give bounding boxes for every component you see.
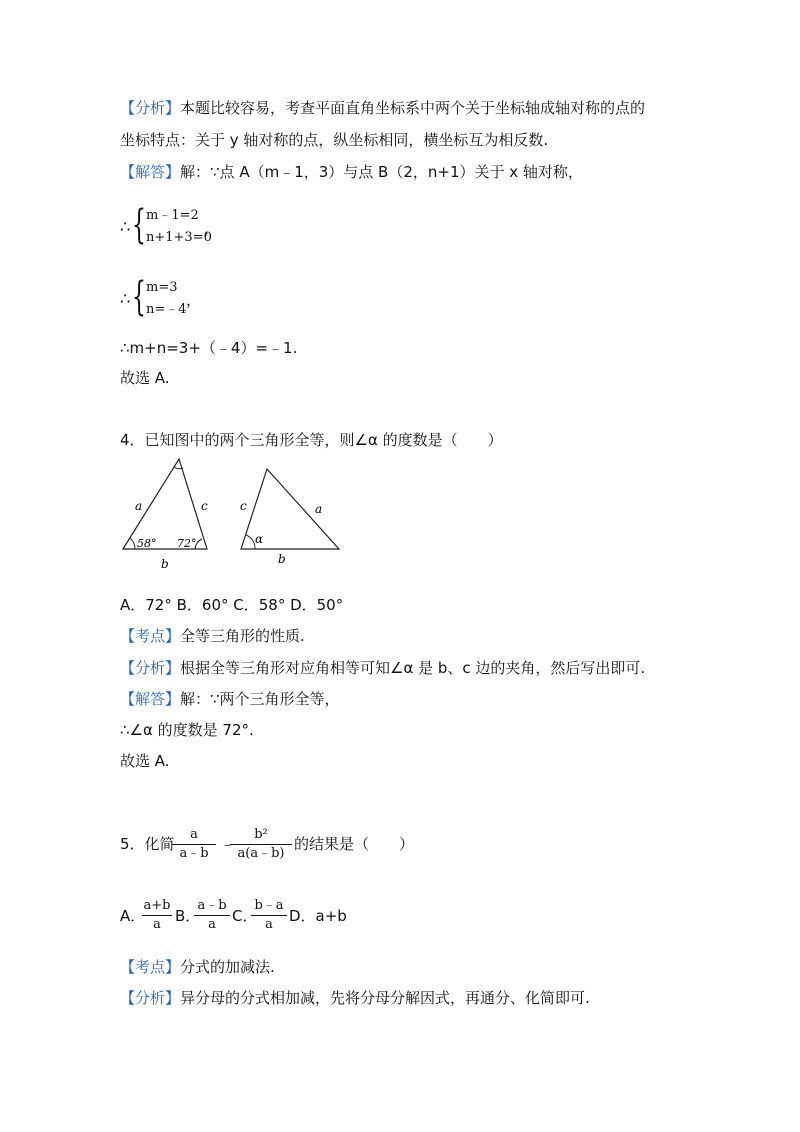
left-brace: { xyxy=(132,274,146,320)
q4-kaodian xyxy=(120,626,305,646)
q3-equation-system-1 xyxy=(120,202,240,251)
comma: ， xyxy=(186,291,202,309)
q3-answer-line1 xyxy=(120,162,583,182)
fraction-1-denominator: a﹣b xyxy=(179,846,209,861)
q5-option-d: D．a+b xyxy=(289,907,347,925)
answer-tag: 【解答】 xyxy=(120,163,181,181)
therefore-symbol: ∴ xyxy=(120,289,131,308)
system2-equation-2: n=﹣4 xyxy=(146,302,187,317)
option-c-numerator: b﹣a xyxy=(254,898,284,913)
q5-minus: ﹣ xyxy=(220,835,236,853)
analysis-tag: 【分析】 xyxy=(120,989,181,1007)
q3-answer-text: 解：∵点 A（m﹣1，3）与点 B（2，n+1）关于 x 轴对称， xyxy=(180,163,583,181)
q5-analysis-text: 异分母的分式相加减，先将分母分解因式，再通分、化简即可. xyxy=(180,989,590,1007)
t1-angle-72: 72° xyxy=(177,537,197,550)
q5-option-c-label: C． xyxy=(232,907,258,925)
system1-equation-1: m﹣1=2 xyxy=(146,208,199,223)
q5-prefix: 5．化简 xyxy=(120,835,175,853)
triangle-1-angle-arc-left xyxy=(130,538,135,549)
analysis-tag: 【分析】 xyxy=(120,659,181,677)
fraction-2-numerator: b² xyxy=(254,827,268,842)
q5-option-a-fraction xyxy=(142,897,172,934)
option-a-numerator: a+b xyxy=(143,898,171,913)
q3-analysis-text: 本题比较容易，考查平面直角坐标系中两个关于坐标轴成轴对称的点的 xyxy=(180,99,646,117)
q4-analysis xyxy=(120,658,645,678)
q4-choice: 故选 A. xyxy=(120,752,170,770)
option-c-denominator: a xyxy=(265,917,273,932)
q4-triangles-figure xyxy=(115,455,350,575)
comma: ， xyxy=(204,219,220,237)
q5-kaodian-text: 分式的加减法. xyxy=(180,958,275,976)
q5-option-a-label: A． xyxy=(120,907,146,925)
system1-equation-2: n+1+3=0 xyxy=(146,230,212,245)
q5-fraction-1 xyxy=(172,826,216,863)
kaodian-tag: 【考点】 xyxy=(120,627,181,645)
t1-angle-58: 58° xyxy=(137,537,157,550)
q3-analysis-line2: 坐标特点：关于 y 轴对称的点，纵坐标相同，横坐标互为相反数. xyxy=(120,131,549,149)
fraction-2-denominator: a(a﹣b) xyxy=(237,846,285,861)
t1-side-c: c xyxy=(201,499,208,513)
option-b-numerator: a﹣b xyxy=(197,898,227,913)
answer-tag: 【解答】 xyxy=(120,690,181,708)
option-b-denominator: a xyxy=(208,917,216,932)
analysis-tag: 【分析】 xyxy=(120,99,181,117)
option-a-denominator: a xyxy=(153,917,161,932)
q3-choice: 故选 A. xyxy=(120,369,170,387)
t1-side-a: a xyxy=(135,499,143,513)
q5-fraction-2 xyxy=(230,826,292,863)
t1-side-b: b xyxy=(161,557,169,571)
system2-equation-1: m=3 xyxy=(146,280,178,295)
q5-option-c-fraction xyxy=(251,897,287,934)
q3-equation-system-2 xyxy=(120,274,240,323)
t2-side-b: b xyxy=(278,552,286,566)
q4-answer-line1 xyxy=(120,689,340,709)
q5-option-b-label: B． xyxy=(175,907,201,925)
q4-answer-text: 解：∵两个三角形全等， xyxy=(180,690,340,708)
q4-kaodian-text: 全等三角形的性质. xyxy=(180,627,305,645)
t2-side-a: a xyxy=(315,502,323,516)
q5-analysis xyxy=(120,988,590,1008)
t2-side-c: c xyxy=(240,499,247,513)
triangle-2-angle-arc xyxy=(246,535,255,549)
q4-question: 4．已知图中的两个三角形全等，则∠α 的度数是（ ） xyxy=(120,431,503,449)
q4-analysis-text: 根据全等三角形对应角相等可知∠α 是 b、c 边的夹角，然后写出即可. xyxy=(180,659,646,677)
fraction-1-numerator: a xyxy=(190,827,198,842)
q5-suffix: 的结果是（ ） xyxy=(294,835,415,853)
q5-kaodian xyxy=(120,957,275,977)
q5-option-b-fraction xyxy=(194,897,230,934)
therefore-symbol: ∴ xyxy=(120,217,131,236)
left-brace: { xyxy=(132,202,146,248)
q3-analysis-line1 xyxy=(120,98,645,118)
q4-options: A．72° B．60° C．58° D．50° xyxy=(120,596,344,614)
q3-result: ∴m+n=3+（﹣4）=﹣1. xyxy=(120,339,298,357)
t2-angle-alpha: α xyxy=(255,532,264,546)
kaodian-tag: 【考点】 xyxy=(120,958,181,976)
q4-answer-line2: ∴∠α 的度数是 72°. xyxy=(120,721,254,739)
